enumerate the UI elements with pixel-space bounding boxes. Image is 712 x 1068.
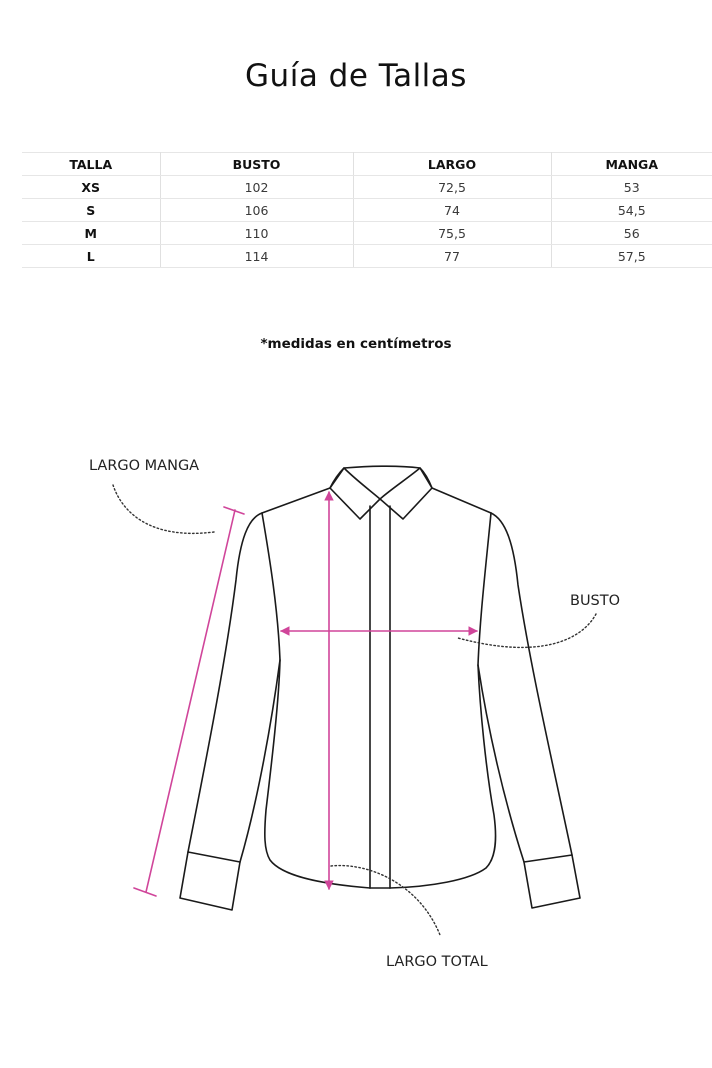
shoulder-right <box>432 488 491 513</box>
sleeve-left-outer <box>188 513 262 852</box>
cell-manga: 54,5 <box>551 199 712 222</box>
header-manga: MANGA <box>551 153 712 176</box>
cell-largo: 72,5 <box>353 176 551 199</box>
body-left <box>262 513 370 888</box>
leader-sleeve <box>113 485 214 533</box>
cell-busto: 106 <box>160 199 353 222</box>
cell-busto: 114 <box>160 245 353 268</box>
cell-busto: 102 <box>160 176 353 199</box>
sleeve-measure-cap-bottom <box>134 888 156 896</box>
cuff-right <box>524 855 580 908</box>
units-note: *medidas en centímetros <box>260 336 452 352</box>
label-largo-manga: LARGO MANGA <box>89 458 200 474</box>
sleeve-right-inner <box>478 665 524 862</box>
sleeve-right-outer <box>491 513 572 855</box>
measurement-lines <box>134 492 477 896</box>
collar-right <box>380 468 432 519</box>
body-right <box>390 513 496 888</box>
shoulder-left <box>262 488 330 513</box>
cell-manga: 57,5 <box>551 245 712 268</box>
cell-talla: L <box>22 245 160 268</box>
cell-talla: S <box>22 199 160 222</box>
cell-manga: 56 <box>551 222 712 245</box>
leader-total <box>331 866 440 935</box>
label-busto: BUSTO <box>570 593 621 609</box>
header-largo: LARGO <box>353 153 551 176</box>
shirt-outline <box>180 466 580 910</box>
cuff-left <box>180 852 240 910</box>
page-title: Guía de Tallas <box>245 58 467 94</box>
cell-largo: 77 <box>353 245 551 268</box>
cell-busto: 110 <box>160 222 353 245</box>
label-largo-total: LARGO TOTAL <box>386 954 488 970</box>
sleeve-left-inner <box>240 660 280 862</box>
cell-manga: 53 <box>551 176 712 199</box>
header-talla: TALLA <box>22 153 160 176</box>
header-busto: BUSTO <box>160 153 353 176</box>
placket <box>370 506 390 888</box>
cell-largo: 74 <box>353 199 551 222</box>
cell-talla: XS <box>22 176 160 199</box>
cell-largo: 75,5 <box>353 222 551 245</box>
sleeve-measure-line <box>146 510 235 892</box>
cell-talla: M <box>22 222 160 245</box>
